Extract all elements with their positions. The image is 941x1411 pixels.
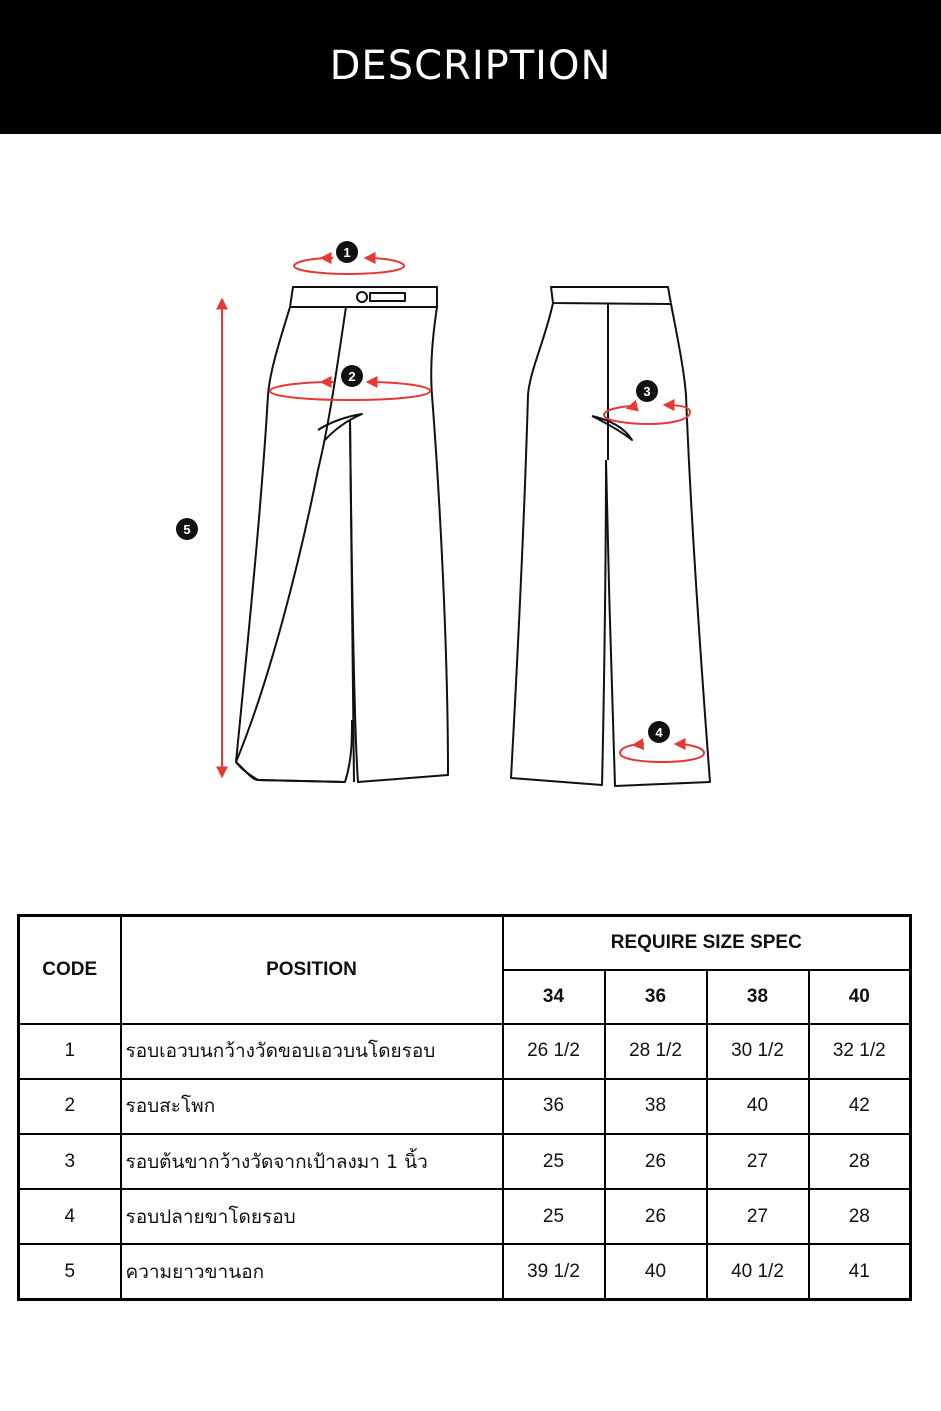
marker-3 [636,380,658,402]
position-header: POSITION [121,916,503,1024]
table-row [19,1024,911,1079]
pants-illustration [0,134,941,894]
page-header [0,0,941,134]
value-cell: 41 [809,1244,911,1299]
size-header: 38 [707,970,809,1024]
marker-1 [336,241,358,263]
marker-5 [176,518,198,540]
value-cell: 39 1/2 [503,1244,605,1299]
table-row [19,1134,911,1189]
svg-text:3: 3 [643,384,651,399]
value-cell: 40 [707,1079,809,1134]
front-view-drawing [236,287,448,782]
code-header: CODE [19,916,121,1024]
position-cell: รอบต้นขากว้างวัดจากเป้าลงมา 1 นิ้ว [121,1134,503,1189]
value-cell: 25 [503,1189,605,1244]
code-cell: 4 [19,1189,121,1244]
value-cell: 40 [605,1244,707,1299]
value-cell: 36 [503,1079,605,1134]
size-header: 36 [605,970,707,1024]
code-cell: 1 [19,1024,121,1079]
size-header: 34 [503,970,605,1024]
value-cell: 38 [605,1079,707,1134]
value-cell: 26 [605,1134,707,1189]
code-cell: 3 [19,1134,121,1189]
back-view-drawing [511,287,710,786]
svg-text:4: 4 [655,725,663,740]
svg-text:2: 2 [348,369,356,384]
size-spec-table [17,914,912,1301]
table-row [19,1189,911,1244]
table-row [19,1079,911,1134]
value-cell: 42 [809,1079,911,1134]
size-header: 40 [809,970,911,1024]
code-cell: 5 [19,1244,121,1299]
value-cell: 28 [809,1134,911,1189]
value-cell: 27 [707,1189,809,1244]
value-cell: 25 [503,1134,605,1189]
value-cell: 28 1/2 [605,1024,707,1079]
svg-text:5: 5 [183,522,191,537]
value-cell: 27 [707,1134,809,1189]
code-cell: 2 [19,1079,121,1134]
table-row [19,1244,911,1299]
marker-2 [341,365,363,387]
value-cell: 32 1/2 [809,1024,911,1079]
spec-header: REQUIRE SIZE SPEC [503,916,911,970]
page-title: DESCRIPTION [329,43,612,89]
value-cell: 26 [605,1189,707,1244]
value-cell: 28 [809,1189,911,1244]
position-cell: รอบสะโพก [121,1079,503,1134]
value-cell: 26 1/2 [503,1024,605,1079]
svg-text:1: 1 [343,245,351,260]
position-cell: รอบปลายขาโดยรอบ [121,1189,503,1244]
marker-4 [648,721,670,743]
value-cell: 30 1/2 [707,1024,809,1079]
position-cell: ความยาวขานอก [121,1244,503,1299]
value-cell: 40 1/2 [707,1244,809,1299]
position-cell: รอบเอวบนกว้างวัดขอบเอวบนโดยรอบ [121,1024,503,1079]
